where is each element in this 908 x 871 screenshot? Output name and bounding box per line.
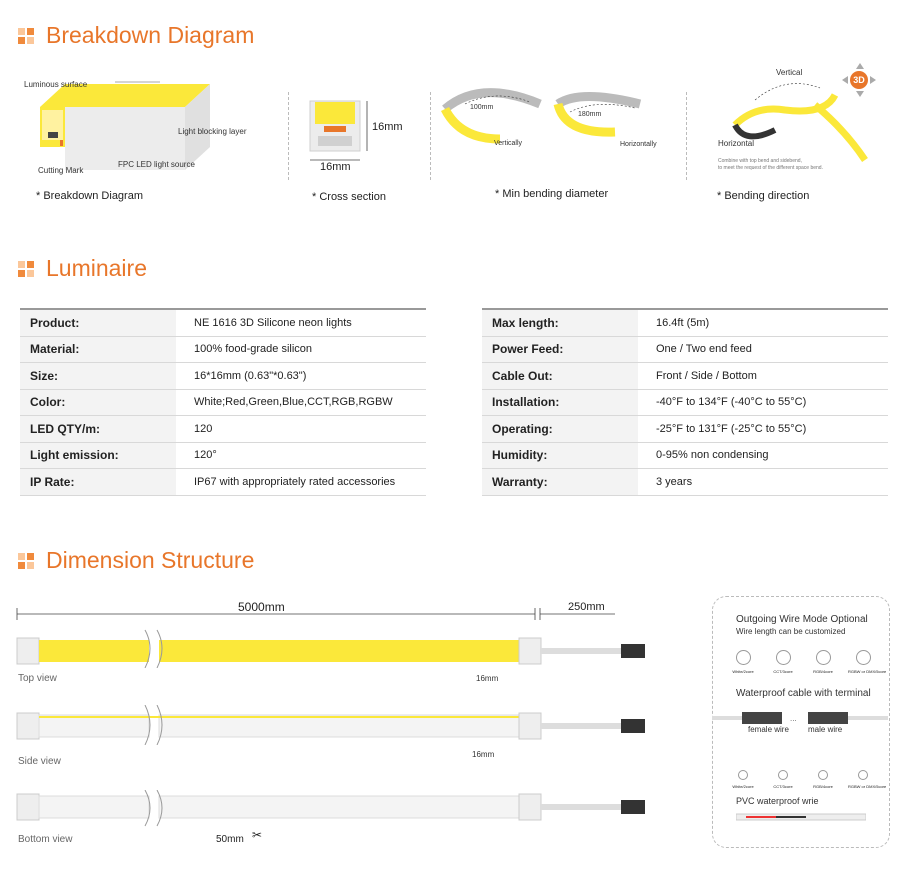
- spec-key: Warranty:: [482, 469, 638, 496]
- table-row: [20, 336, 426, 363]
- cable-title: Waterproof cable with terminal: [736, 688, 871, 699]
- cable-terminal-illustration: [712, 708, 888, 730]
- spec-key: Color:: [20, 389, 176, 416]
- connector-item: White/2core: [728, 770, 758, 789]
- spec-value: 100% food-grade silicon: [176, 336, 426, 363]
- svg-text:...: ...: [790, 714, 797, 723]
- light-blocking-label: Light blocking layer: [178, 127, 247, 136]
- spec-key: Power Feed:: [482, 336, 638, 363]
- cable-length-label: 250mm: [568, 601, 605, 613]
- spec-value: Front / Side / Bottom: [638, 363, 888, 390]
- spec-value: White;Red,Green,Blue,CCT,RGB,RGBW: [176, 389, 426, 416]
- spec-key: Product:: [20, 309, 176, 336]
- connector-row: [728, 650, 887, 674]
- cross-width: 16mm: [320, 161, 351, 173]
- length-label: 5000mm: [238, 600, 285, 614]
- cut-length-label: 50mm: [216, 834, 244, 845]
- caption-cross: * Cross section: [312, 191, 386, 203]
- spec-value: One / Two end feed: [638, 336, 888, 363]
- table-row: [20, 416, 426, 443]
- connector-item: CCT/3core: [768, 770, 798, 789]
- badge-3d: 3D: [850, 71, 868, 89]
- spec-key: Max length:: [482, 309, 638, 336]
- bottom-view-strip: [15, 790, 675, 830]
- cross-height: 16mm: [372, 121, 403, 133]
- table-row: [482, 389, 888, 416]
- spec-value: 16.4ft (5m): [638, 309, 888, 336]
- table-row: [20, 363, 426, 390]
- top-view-label: Top view: [18, 673, 57, 684]
- connector-item: RGB/4core: [808, 770, 838, 789]
- rotate-3d-icon: [842, 63, 876, 97]
- bend-100-label: 100mm: [470, 104, 494, 111]
- combine-note-2: to meet the request of the different space bend.: [718, 165, 823, 171]
- spec-key: Operating:: [482, 416, 638, 443]
- table-row: [482, 363, 888, 390]
- connector-item: CCT/3core: [768, 650, 798, 674]
- spec-key: Size:: [20, 363, 176, 390]
- table-row: [482, 309, 888, 336]
- table-row: [20, 469, 426, 496]
- spec-value: -25°F to 131°F (-25°C to 55°C): [638, 416, 888, 443]
- table-row: [482, 442, 888, 469]
- table-row: [482, 416, 888, 443]
- side-view-strip: [15, 705, 675, 745]
- pvc-connector-row: [728, 770, 887, 789]
- height-top-label: 16mm: [476, 674, 499, 683]
- bottom-view-label: Bottom view: [18, 834, 73, 845]
- spec-value: 120: [176, 416, 426, 443]
- side-view-label: Side view: [18, 756, 61, 767]
- vertical-label: Vertical: [776, 68, 803, 77]
- connector-item: White/2core: [728, 650, 758, 674]
- spec-value: 120°: [176, 442, 426, 469]
- female-wire-label: female wire: [748, 725, 789, 734]
- table-row: [20, 442, 426, 469]
- spec-value: 16*16mm (0.63"*0.63"): [176, 363, 426, 390]
- caption-bend-direction: * Bending direction: [717, 190, 810, 202]
- caption-breakdown: * Breakdown Diagram: [36, 190, 143, 202]
- section-bullet-icon: [18, 261, 34, 277]
- luminaire-table-right: [482, 308, 888, 496]
- connector-item: RGBW or DMX/5core: [848, 650, 878, 674]
- divider: [288, 92, 289, 180]
- spec-key: Cable Out:: [482, 363, 638, 390]
- male-wire-label: male wire: [808, 725, 843, 734]
- spec-value: 3 years: [638, 469, 888, 496]
- combine-note-1: Combine with top bend and sidebend,: [718, 158, 802, 164]
- scissors-icon: ✂: [252, 828, 263, 842]
- table-row: [20, 389, 426, 416]
- bend-180-label: 180mm: [578, 111, 602, 118]
- caption-min-bend: * Min bending diameter: [495, 188, 609, 200]
- section-title-breakdown: Breakdown Diagram: [18, 22, 254, 49]
- section-title-dimension: Dimension Structure: [18, 547, 254, 574]
- spec-key: Light emission:: [20, 442, 176, 469]
- spec-key: IP Rate:: [20, 469, 176, 496]
- vertically-label: Vertically: [494, 140, 523, 147]
- spec-value: -40°F to 134°F (-40°C to 55°C): [638, 389, 888, 416]
- connector-item: RGBW or DMX/5core: [848, 770, 878, 789]
- table-row: [482, 469, 888, 496]
- table-row: [482, 336, 888, 363]
- section-bullet-icon: [18, 553, 34, 569]
- connector-item: RGB/4core: [808, 650, 838, 674]
- divider: [430, 92, 431, 180]
- spec-key: LED QTY/m:: [20, 416, 176, 443]
- pvc-title: PVC waterproof wrie: [736, 796, 819, 806]
- top-view-strip: [15, 628, 675, 668]
- luminaire-table-left: [20, 308, 426, 496]
- spec-key: Material:: [20, 336, 176, 363]
- horizontally-label: Horizontally: [620, 141, 657, 148]
- height-side-label: 16mm: [472, 750, 495, 759]
- section-bullet-icon: [18, 28, 34, 44]
- fpc-label: FPC LED light source: [118, 160, 195, 169]
- spec-value: 0-95% non condensing: [638, 442, 888, 469]
- wire-mode-subtitle: Wire length can be customized: [736, 627, 846, 636]
- cutting-mark-label: Cutting Mark: [38, 166, 84, 175]
- spec-key: Humidity:: [482, 442, 638, 469]
- spec-key: Installation:: [482, 389, 638, 416]
- spec-value: NE 1616 3D Silicone neon lights: [176, 309, 426, 336]
- table-row: [20, 309, 426, 336]
- section-title-luminaire: Luminaire: [18, 255, 147, 282]
- luminous-surface-label: Luminous surface: [24, 80, 88, 89]
- divider: [686, 92, 687, 180]
- spec-value: IP67 with appropriately rated accessories: [176, 469, 426, 496]
- pvc-wire-illustration: [736, 812, 866, 822]
- wire-mode-title: Outgoing Wire Mode Optional: [736, 614, 868, 625]
- horizontal-label: Horizontal: [718, 139, 755, 148]
- dimension-lines: [15, 600, 615, 620]
